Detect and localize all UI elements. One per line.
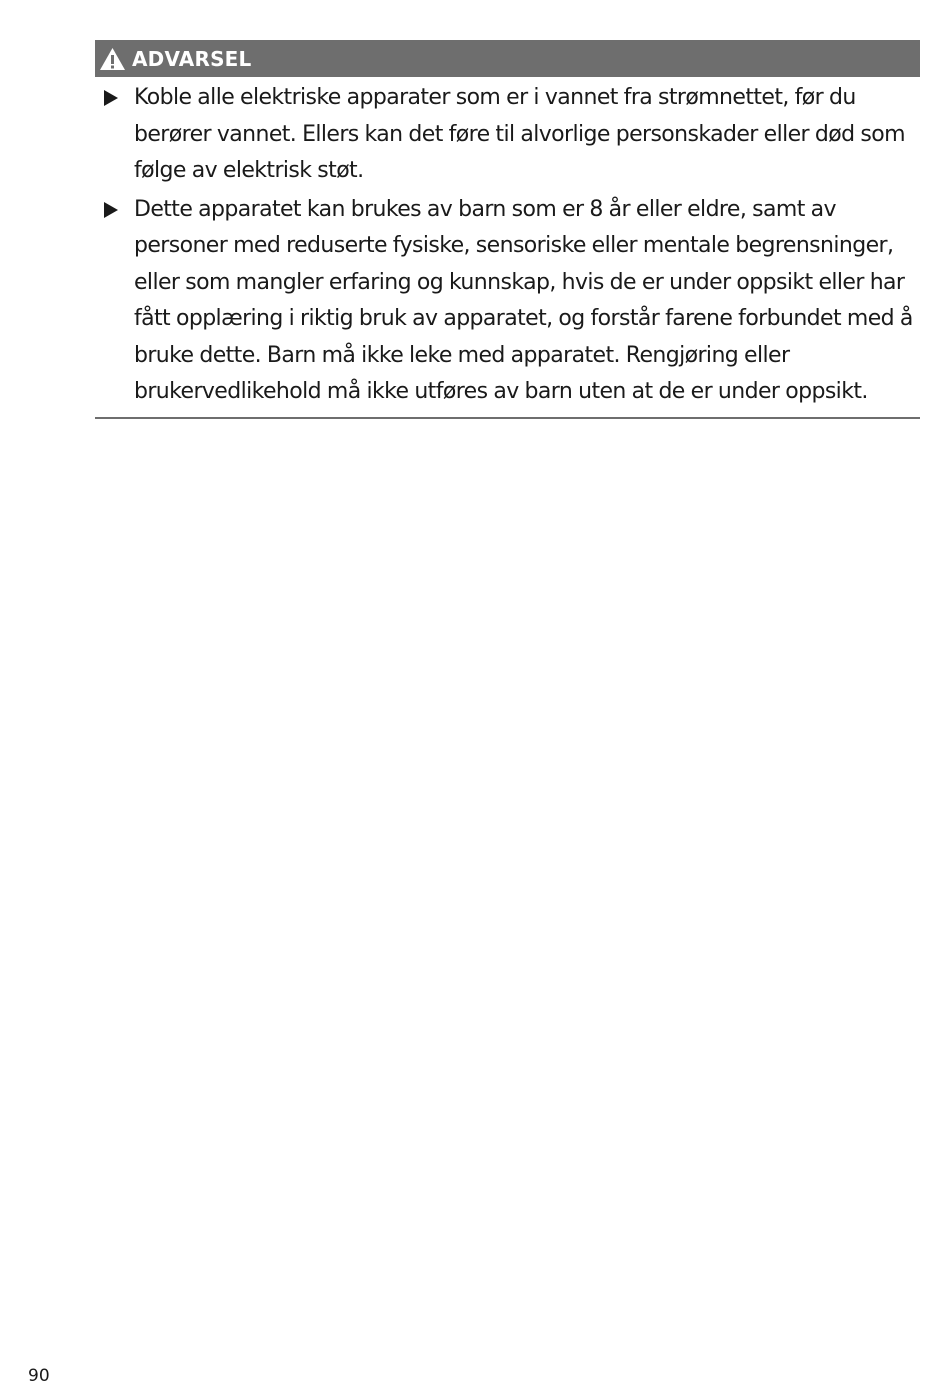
warning-box	[95, 40, 920, 419]
warning-item-text: Dette apparatet kan brukes av barn som er 8 år eller eldre, samt av personer med reduserte fysiske, sensoriske eller mentale begrensninger, eller som mangler erfaring og kunnskap, hvis de er under oppsikt eller har fått opplæring i riktig bruk av apparatet, og forstår farene forbundet med å bruke dette. Barn må ikke leke med apparatet. Rengjøring eller brukervedlikehold må ikke utføres av barn uten at de er under oppsikt.	[134, 196, 913, 404]
bullet-arrow-icon	[104, 90, 118, 106]
warning-list	[95, 80, 920, 411]
warning-header	[95, 40, 920, 77]
bullet-arrow-icon	[104, 202, 118, 218]
warning-item	[95, 80, 920, 190]
warning-item-text: Koble alle elektriske apparater som er i vannet fra strømnettet, før du berører vannet. Ellers kan det føre til alvorlige personskader eller død som følge av elektrisk støt.	[134, 85, 905, 183]
warning-triangle-icon	[99, 47, 126, 71]
page-number: 90	[28, 1366, 50, 1386]
warning-item	[95, 192, 920, 411]
warning-title: ADVARSEL	[132, 46, 252, 71]
